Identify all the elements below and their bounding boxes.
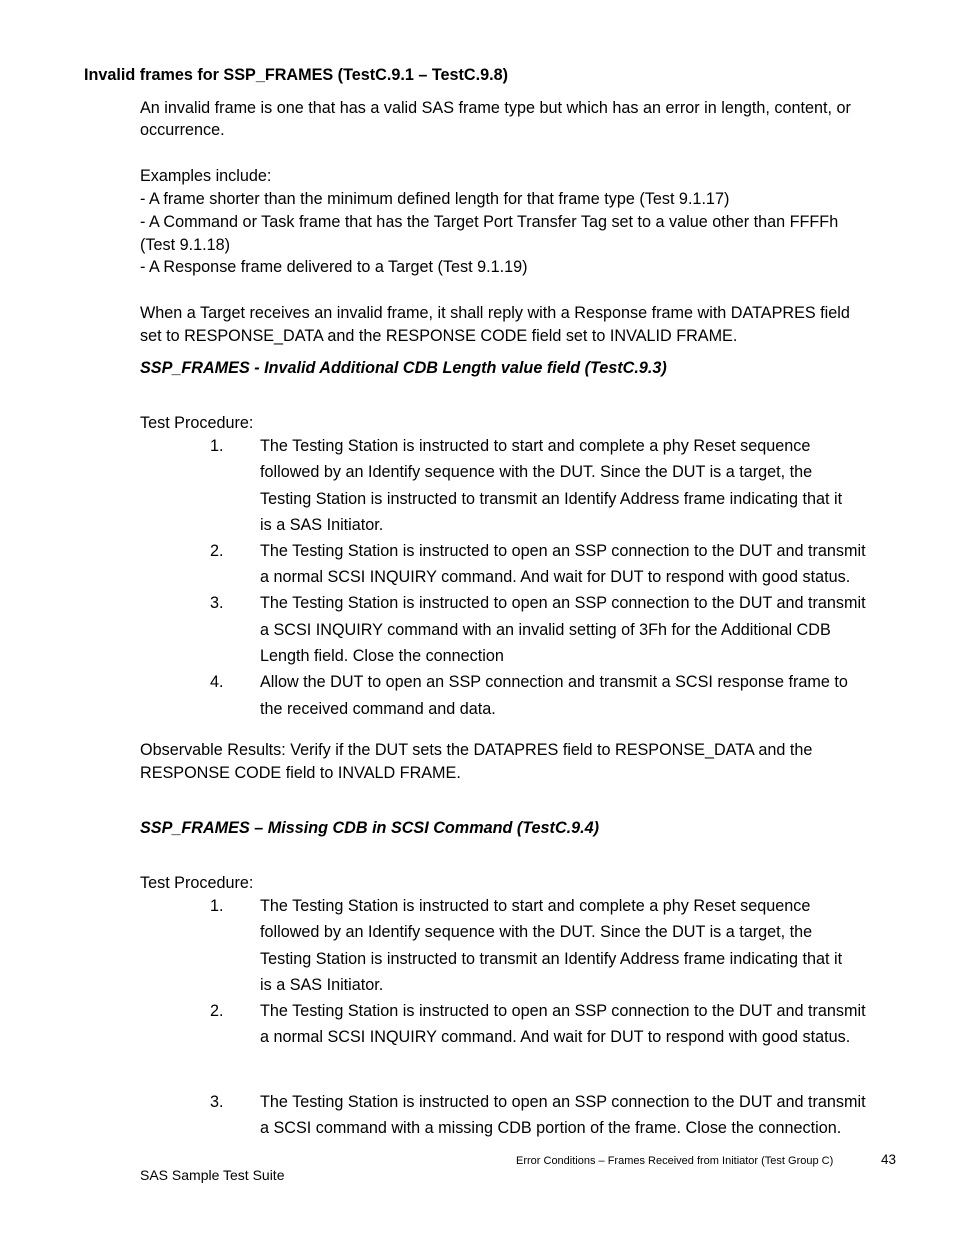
- step-text: a SCSI command with a missing CDB portion of the frame. Close the connection.: [260, 1119, 842, 1137]
- example-item: - A Response frame delivered to a Target (Test 9.1.19): [140, 258, 528, 276]
- step-number: 1.: [210, 897, 224, 915]
- step-number: 1.: [210, 437, 224, 455]
- step-number: 2.: [210, 1002, 224, 1020]
- step-number: 3.: [210, 594, 224, 612]
- step-number: 3.: [210, 1093, 224, 1111]
- step-text: Testing Station is instructed to transmit an Identify Address frame indicating that it: [260, 950, 843, 968]
- step-text: The Testing Station is instructed to open an SSP connection to the DUT and transmit: [260, 1002, 866, 1020]
- step-text: a normal SCSI INQUIRY command. And wait for DUT to respond with good status.: [260, 1028, 851, 1046]
- step-text: The Testing Station is instructed to start and complete a phy Reset sequence: [260, 897, 811, 915]
- example-item: (Test 9.1.18): [140, 236, 230, 254]
- example-item: - A frame shorter than the minimum defined length for that frame type (Test 9.1.17): [140, 190, 730, 208]
- test-c93-procedure-label: Test Procedure:: [140, 414, 254, 432]
- step-text: The Testing Station is instructed to open an SSP connection to the DUT and transmit: [260, 594, 866, 612]
- step-text: The Testing Station is instructed to start and complete a phy Reset sequence: [260, 437, 811, 455]
- test-c94-heading: SSP_FRAMES – Missing CDB in SCSI Command (TestC.9.4): [140, 819, 600, 837]
- step-text: followed by an Identify sequence with the DUT. Since the DUT is a target, the: [260, 463, 813, 481]
- step-text: followed by an Identify sequence with the DUT. Since the DUT is a target, the: [260, 923, 813, 941]
- step-text: Length field. Close the connection: [260, 647, 504, 665]
- example-item: - A Command or Task frame that has the Target Port Transfer Tag set to a value other than FFFFh: [140, 213, 839, 231]
- step-text: a SCSI INQUIRY command with an invalid setting of 3Fh for the Additional CDB: [260, 621, 831, 639]
- step-text: a normal SCSI INQUIRY command. And wait for DUT to respond with good status.: [260, 568, 851, 586]
- step-text: is a SAS Initiator.: [260, 516, 384, 534]
- intro-line-1: An invalid frame is one that has a valid SAS frame type but which has an error in length, content, or: [140, 99, 851, 117]
- step-text: The Testing Station is instructed to open an SSP connection to the DUT and transmit: [260, 542, 866, 560]
- footer-document-name: SAS Sample Test Suite: [140, 1167, 285, 1183]
- step-text: Testing Station is instructed to transmit an Identify Address frame indicating that it: [260, 490, 843, 508]
- step-number: 2.: [210, 542, 224, 560]
- observable-results-line-2: RESPONSE CODE field to INVALD FRAME.: [140, 764, 461, 782]
- rule-line-2: set to RESPONSE_DATA and the RESPONSE CODE field set to INVALID FRAME.: [140, 327, 738, 345]
- footer-section-name: Error Conditions – Frames Received from Initiator (Test Group C): [516, 1155, 834, 1167]
- examples-heading: Examples include:: [140, 167, 272, 185]
- step-text: the received command and data.: [260, 700, 496, 718]
- page-number: 43: [881, 1152, 897, 1167]
- step-text: Allow the DUT to open an SSP connection and transmit a SCSI response frame to: [260, 673, 848, 691]
- section-title: Invalid frames for SSP_FRAMES (TestC.9.1 – TestC.9.8): [84, 66, 508, 84]
- observable-results-line-1: Observable Results: Verify if the DUT sets the DATAPRES field to RESPONSE_DATA and the: [140, 741, 813, 759]
- test-c93-heading: SSP_FRAMES - Invalid Additional CDB Length value field (TestC.9.3): [140, 359, 667, 377]
- step-number: 4.: [210, 673, 224, 691]
- step-text: The Testing Station is instructed to open an SSP connection to the DUT and transmit: [260, 1093, 866, 1111]
- rule-line-1: When a Target receives an invalid frame, it shall reply with a Response frame with DATAPRES field: [140, 304, 850, 322]
- step-text: is a SAS Initiator.: [260, 976, 384, 994]
- intro-line-2: occurrence.: [140, 121, 225, 139]
- test-c94-procedure-label: Test Procedure:: [140, 874, 254, 892]
